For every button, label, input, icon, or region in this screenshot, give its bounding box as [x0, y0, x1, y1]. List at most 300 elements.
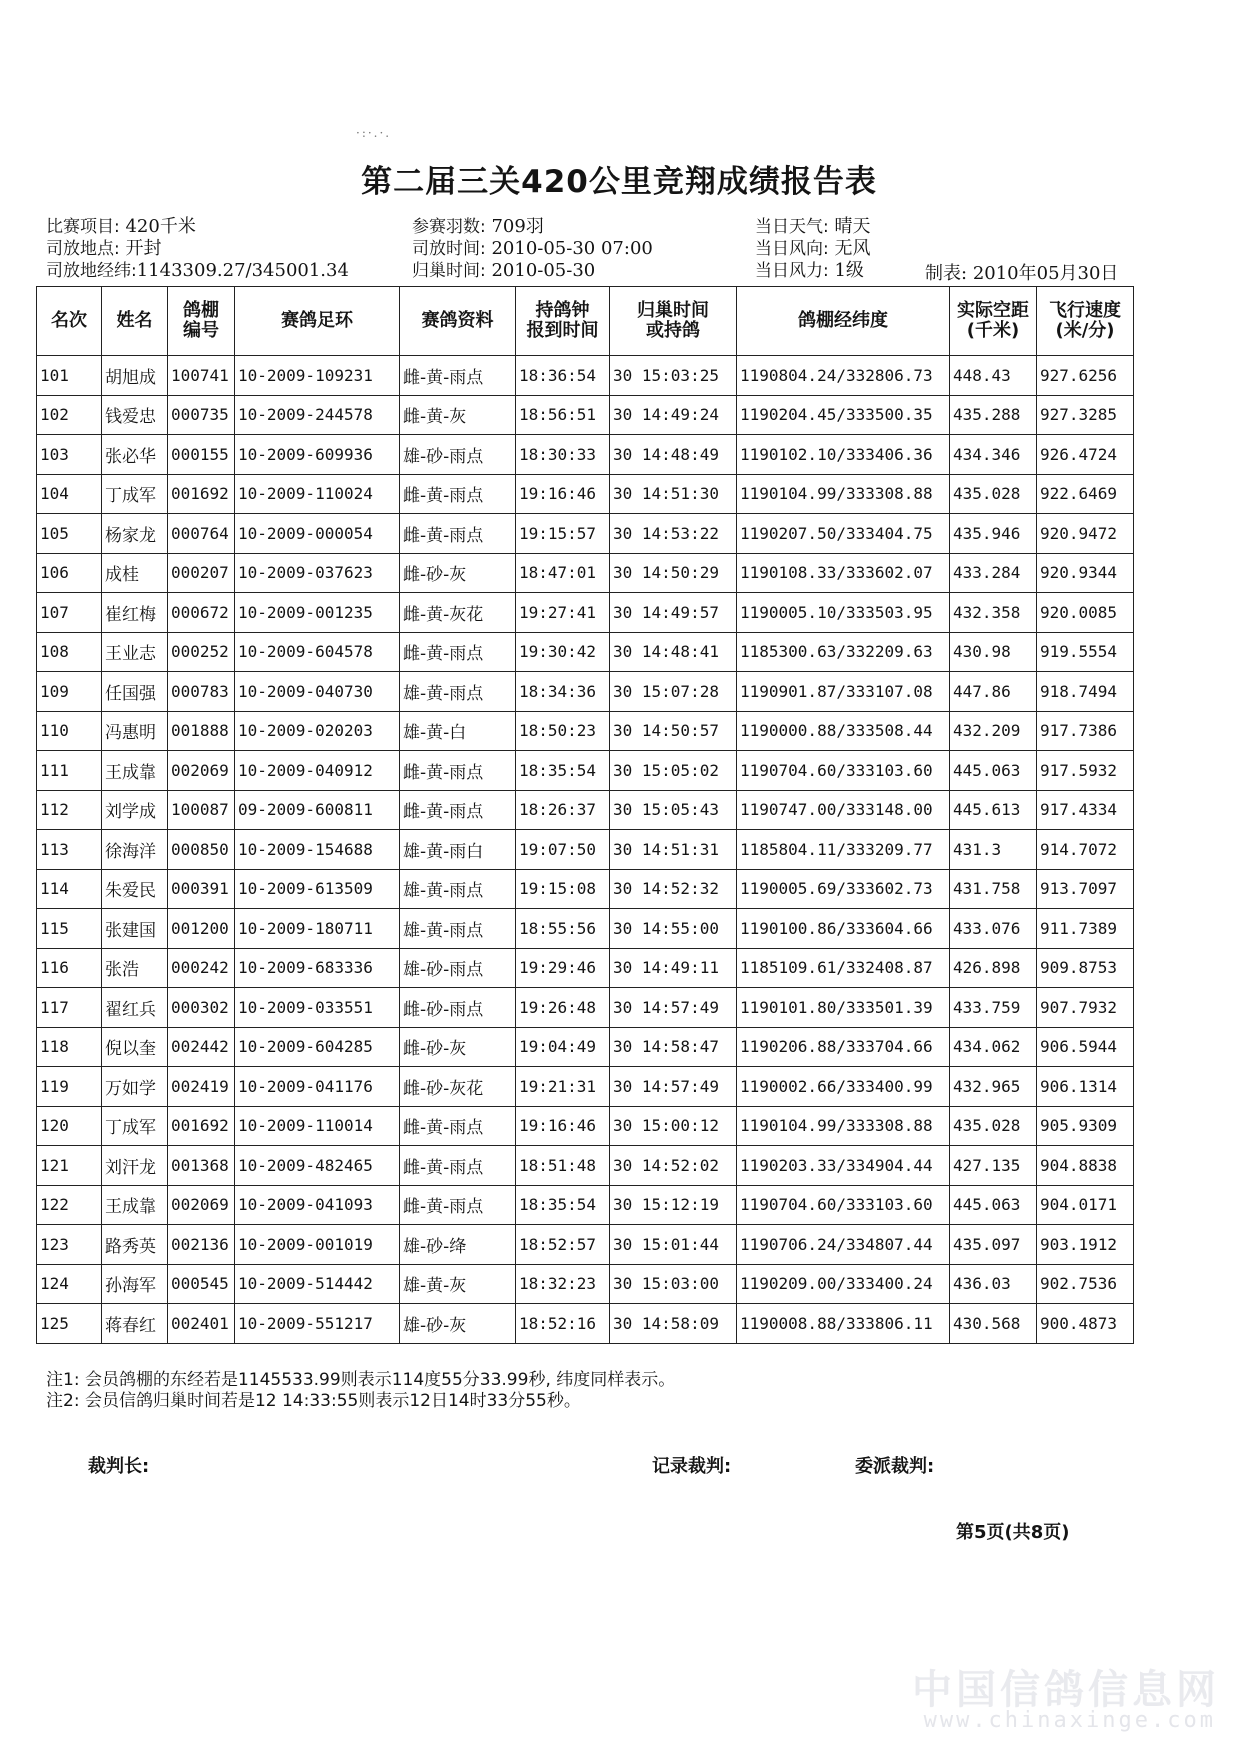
- cell-coords: 1190100.86/333604.66: [737, 909, 950, 949]
- cell-clock: 19:26:48: [516, 988, 610, 1028]
- cell-clock: 19:15:08: [516, 869, 610, 909]
- table-row: [37, 593, 1134, 633]
- cell-info: 雌-黄-雨点: [400, 751, 516, 791]
- cell-loft-no: 002419: [168, 1067, 235, 1107]
- cell-rank: 118: [37, 1027, 102, 1067]
- cell-return: 30 14:49:11: [610, 948, 737, 988]
- cell-loft-no: 002136: [168, 1225, 235, 1265]
- cell-rank: 102: [37, 395, 102, 435]
- cell-speed: 903.1912: [1037, 1225, 1134, 1265]
- cell-speed: 913.7097: [1037, 869, 1134, 909]
- table-row: [37, 632, 1134, 672]
- cell-clock: 19:16:46: [516, 1106, 610, 1146]
- cell-coords: 1190005.10/333503.95: [737, 593, 950, 633]
- cell-coords: 1190704.60/333103.60: [737, 1185, 950, 1225]
- cell-name: 刘汗龙: [102, 1146, 168, 1186]
- cell-distance: 445.063: [950, 1185, 1037, 1225]
- cell-rank: 109: [37, 672, 102, 712]
- cell-coords: 1190104.99/333308.88: [737, 1106, 950, 1146]
- cell-distance: 433.759: [950, 988, 1037, 1028]
- watermark-url: www.chinaxinge.com: [923, 1708, 1216, 1733]
- cell-coords: 1190207.50/333404.75: [737, 514, 950, 554]
- cell-name: 蒋春红: [102, 1304, 168, 1344]
- cell-info: 雄-砂-灰: [400, 1304, 516, 1344]
- cell-info: 雄-砂-绛: [400, 1225, 516, 1265]
- cell-speed: 900.4873: [1037, 1304, 1134, 1344]
- cell-info: 雌-黄-雨点: [400, 474, 516, 514]
- cell-coords: 1185804.11/333209.77: [737, 830, 950, 870]
- table-row: [37, 909, 1134, 949]
- cell-distance: 445.063: [950, 751, 1037, 791]
- cell-rank: 112: [37, 790, 102, 830]
- note-2: 注2: 会员信鸽归巢时间若是12 14:33:55则表示12日14时33分55秒。: [46, 1391, 581, 1411]
- cell-rank: 124: [37, 1264, 102, 1304]
- cell-coords: 1190804.24/332806.73: [737, 356, 950, 396]
- cell-info: 雄-砂-雨点: [400, 948, 516, 988]
- cell-coords: 1190008.88/333806.11: [737, 1304, 950, 1344]
- cell-info: 雌-砂-灰: [400, 553, 516, 593]
- cell-return: 30 14:55:00: [610, 909, 737, 949]
- cell-clock: 18:47:01: [516, 553, 610, 593]
- results-table: [36, 286, 1134, 1344]
- cell-clock: 18:52:16: [516, 1304, 610, 1344]
- cell-distance: 432.965: [950, 1067, 1037, 1107]
- cell-coords: 1190101.80/333501.39: [737, 988, 950, 1028]
- cell-loft-no: 002442: [168, 1027, 235, 1067]
- cell-ring: 10-2009-604285: [235, 1027, 400, 1067]
- cell-name: 崔红梅: [102, 593, 168, 633]
- cell-speed: 920.0085: [1037, 593, 1134, 633]
- cell-ring: 10-2009-000054: [235, 514, 400, 554]
- cell-info: 雌-黄-灰花: [400, 593, 516, 633]
- cell-distance: 433.076: [950, 909, 1037, 949]
- cell-return: 30 14:58:09: [610, 1304, 737, 1344]
- cell-name: 胡旭成: [102, 356, 168, 396]
- table-row: [37, 1027, 1134, 1067]
- cell-clock: 18:36:54: [516, 356, 610, 396]
- cell-loft-no: 002401: [168, 1304, 235, 1344]
- meta-return-time: 归巢时间: 2010-05-30: [412, 260, 596, 281]
- cell-info: 雌-砂-灰: [400, 1027, 516, 1067]
- cell-info: 雄-黄-灰: [400, 1264, 516, 1304]
- cell-ring: 10-2009-110014: [235, 1106, 400, 1146]
- meta-wind-force: 当日风力: 1级: [755, 260, 864, 281]
- meta-release-place: 司放地点: 开封: [46, 238, 162, 259]
- cell-speed: 904.8838: [1037, 1146, 1134, 1186]
- cell-speed: 922.6469: [1037, 474, 1134, 514]
- cell-distance: 435.946: [950, 514, 1037, 554]
- cell-ring: 10-2009-551217: [235, 1304, 400, 1344]
- table-row: [37, 395, 1134, 435]
- cell-speed: 920.9344: [1037, 553, 1134, 593]
- table-row: [37, 553, 1134, 593]
- cell-ring: 10-2009-110024: [235, 474, 400, 514]
- cell-name: 孙海军: [102, 1264, 168, 1304]
- table-row: [37, 869, 1134, 909]
- cell-rank: 113: [37, 830, 102, 870]
- cell-coords: 1190209.00/333400.24: [737, 1264, 950, 1304]
- cell-info: 雌-黄-雨点: [400, 514, 516, 554]
- cell-info: 雌-黄-灰: [400, 395, 516, 435]
- cell-name: 任国强: [102, 672, 168, 712]
- cell-speed: 904.0171: [1037, 1185, 1134, 1225]
- cell-return: 30 14:53:22: [610, 514, 737, 554]
- header-speed: 飞行速度 (米/分): [1037, 287, 1134, 356]
- cell-loft-no: 000391: [168, 869, 235, 909]
- page-title: 第二届三关420公里竞翔成绩报告表: [361, 164, 877, 200]
- cell-return: 30 15:01:44: [610, 1225, 737, 1265]
- cell-loft-no: 000783: [168, 672, 235, 712]
- cell-clock: 18:52:57: [516, 1225, 610, 1265]
- cell-loft-no: 001200: [168, 909, 235, 949]
- cell-coords: 1190000.88/333508.44: [737, 711, 950, 751]
- cell-speed: 918.7494: [1037, 672, 1134, 712]
- table-row: [37, 1264, 1134, 1304]
- cell-return: 30 14:49:24: [610, 395, 737, 435]
- meta-made-date: 制表: 2010年05月30日: [925, 263, 1119, 284]
- table-row: [37, 1067, 1134, 1107]
- cell-coords: 1190002.66/333400.99: [737, 1067, 950, 1107]
- cell-coords: 1190901.87/333107.08: [737, 672, 950, 712]
- cell-name: 杨家龙: [102, 514, 168, 554]
- cell-ring: 10-2009-482465: [235, 1146, 400, 1186]
- cell-return: 30 14:57:49: [610, 988, 737, 1028]
- cell-rank: 110: [37, 711, 102, 751]
- cell-coords: 1185300.63/332209.63: [737, 632, 950, 672]
- cell-loft-no: 001692: [168, 474, 235, 514]
- watermark-cn: 中国信鸽信息网: [912, 1667, 1220, 1713]
- cell-loft-no: 100741: [168, 356, 235, 396]
- cell-loft-no: 001692: [168, 1106, 235, 1146]
- cell-ring: 10-2009-040730: [235, 672, 400, 712]
- cell-ring: 10-2009-154688: [235, 830, 400, 870]
- cell-return: 30 14:51:31: [610, 830, 737, 870]
- cell-distance: 432.358: [950, 593, 1037, 633]
- cell-clock: 19:30:42: [516, 632, 610, 672]
- cell-name: 路秀英: [102, 1225, 168, 1265]
- cell-info: 雄-黄-白: [400, 711, 516, 751]
- cell-loft-no: 000672: [168, 593, 235, 633]
- table-body: [37, 356, 1134, 1344]
- cell-name: 王成靠: [102, 751, 168, 791]
- cell-clock: 18:26:37: [516, 790, 610, 830]
- cell-info: 雄-黄-雨点: [400, 909, 516, 949]
- meta-wind-dir: 当日风向: 无风: [755, 238, 871, 259]
- cell-loft-no: 000850: [168, 830, 235, 870]
- cell-rank: 107: [37, 593, 102, 633]
- cell-coords: 1190203.33/334904.44: [737, 1146, 950, 1186]
- cell-coords: 1190005.69/333602.73: [737, 869, 950, 909]
- cell-loft-no: 002069: [168, 1185, 235, 1225]
- cell-name: 张浩: [102, 948, 168, 988]
- cell-rank: 119: [37, 1067, 102, 1107]
- cell-ring: 10-2009-040912: [235, 751, 400, 791]
- cell-clock: 19:29:46: [516, 948, 610, 988]
- header-name: 姓名: [102, 287, 168, 356]
- table-header-row: [37, 287, 1134, 356]
- cell-rank: 104: [37, 474, 102, 514]
- cell-rank: 125: [37, 1304, 102, 1344]
- cell-speed: 919.5554: [1037, 632, 1134, 672]
- cell-ring: 09-2009-600811: [235, 790, 400, 830]
- cell-clock: 18:51:48: [516, 1146, 610, 1186]
- table-row: [37, 790, 1134, 830]
- cell-clock: 18:35:54: [516, 1185, 610, 1225]
- cell-clock: 19:16:46: [516, 474, 610, 514]
- cell-speed: 909.8753: [1037, 948, 1134, 988]
- cell-ring: 10-2009-033551: [235, 988, 400, 1028]
- table-row: [37, 711, 1134, 751]
- cell-loft-no: 000545: [168, 1264, 235, 1304]
- cell-speed: 906.1314: [1037, 1067, 1134, 1107]
- cell-ring: 10-2009-613509: [235, 869, 400, 909]
- cell-speed: 914.7072: [1037, 830, 1134, 870]
- cell-distance: 435.028: [950, 474, 1037, 514]
- cell-clock: 18:32:23: [516, 1264, 610, 1304]
- meta-event: 比赛项目: 420千米: [46, 216, 196, 237]
- cell-distance: 435.288: [950, 395, 1037, 435]
- table-row: [37, 751, 1134, 791]
- cell-rank: 105: [37, 514, 102, 554]
- cell-name: 王业志: [102, 632, 168, 672]
- cell-rank: 123: [37, 1225, 102, 1265]
- cell-speed: 917.4334: [1037, 790, 1134, 830]
- header-coords: 鸽棚经纬度: [737, 287, 950, 356]
- cell-loft-no: 000302: [168, 988, 235, 1028]
- cell-clock: 18:50:23: [516, 711, 610, 751]
- cell-rank: 115: [37, 909, 102, 949]
- cell-rank: 108: [37, 632, 102, 672]
- cell-clock: 19:07:50: [516, 830, 610, 870]
- signature-chief: 裁判长:: [88, 1456, 150, 1477]
- cell-ring: 10-2009-609936: [235, 435, 400, 475]
- scan-speck: ·:·.·.: [356, 126, 392, 140]
- cell-distance: 435.028: [950, 1106, 1037, 1146]
- cell-return: 30 15:12:19: [610, 1185, 737, 1225]
- cell-return: 30 15:03:00: [610, 1264, 737, 1304]
- cell-rank: 101: [37, 356, 102, 396]
- cell-coords: 1190104.99/333308.88: [737, 474, 950, 514]
- cell-name: 刘学成: [102, 790, 168, 830]
- cell-speed: 927.6256: [1037, 356, 1134, 396]
- header-info: 赛鸽资料: [400, 287, 516, 356]
- cell-coords: 1190704.60/333103.60: [737, 751, 950, 791]
- cell-speed: 907.7932: [1037, 988, 1134, 1028]
- table-row: [37, 672, 1134, 712]
- cell-rank: 116: [37, 948, 102, 988]
- cell-return: 30 15:00:12: [610, 1106, 737, 1146]
- cell-coords: 1190204.45/333500.35: [737, 395, 950, 435]
- cell-return: 30 14:58:47: [610, 1027, 737, 1067]
- cell-distance: 426.898: [950, 948, 1037, 988]
- cell-return: 30 14:48:41: [610, 632, 737, 672]
- cell-info: 雌-砂-雨点: [400, 988, 516, 1028]
- meta-release-coords: 司放地经纬:1143309.27/345001.34: [46, 260, 349, 281]
- cell-ring: 10-2009-683336: [235, 948, 400, 988]
- cell-clock: 18:55:56: [516, 909, 610, 949]
- table-row: [37, 1146, 1134, 1186]
- cell-return: 30 14:57:49: [610, 1067, 737, 1107]
- cell-speed: 906.5944: [1037, 1027, 1134, 1067]
- table-row: [37, 435, 1134, 475]
- cell-distance: 435.097: [950, 1225, 1037, 1265]
- cell-distance: 430.98: [950, 632, 1037, 672]
- cell-loft-no: 000155: [168, 435, 235, 475]
- cell-clock: 19:04:49: [516, 1027, 610, 1067]
- header-clock: 持鸽钟 报到时间: [516, 287, 610, 356]
- cell-coords: 1190102.10/333406.36: [737, 435, 950, 475]
- cell-return: 30 14:51:30: [610, 474, 737, 514]
- cell-return: 30 14:52:02: [610, 1146, 737, 1186]
- table-row: [37, 988, 1134, 1028]
- cell-distance: 432.209: [950, 711, 1037, 751]
- cell-clock: 19:27:41: [516, 593, 610, 633]
- cell-name: 钱爱忠: [102, 395, 168, 435]
- cell-info: 雌-黄-雨点: [400, 1146, 516, 1186]
- cell-rank: 122: [37, 1185, 102, 1225]
- header-loft-no: 鸽棚 编号: [168, 287, 235, 356]
- meta-right: [755, 216, 870, 282]
- header-return: 归巢时间 或持鸽: [610, 287, 737, 356]
- cell-rank: 103: [37, 435, 102, 475]
- cell-coords: 1190747.00/333148.00: [737, 790, 950, 830]
- cell-clock: 18:34:36: [516, 672, 610, 712]
- cell-return: 30 15:07:28: [610, 672, 737, 712]
- table-row: [37, 514, 1134, 554]
- cell-info: 雌-黄-雨点: [400, 1106, 516, 1146]
- cell-info: 雄-砂-雨点: [400, 435, 516, 475]
- cell-info: 雌-黄-雨点: [400, 790, 516, 830]
- cell-name: 徐海洋: [102, 830, 168, 870]
- cell-rank: 121: [37, 1146, 102, 1186]
- cell-ring: 10-2009-041093: [235, 1185, 400, 1225]
- cell-distance: 431.3: [950, 830, 1037, 870]
- cell-loft-no: 001888: [168, 711, 235, 751]
- signature-delegate: 委派裁判:: [855, 1456, 935, 1477]
- cell-coords: 1190206.88/333704.66: [737, 1027, 950, 1067]
- cell-ring: 10-2009-514442: [235, 1264, 400, 1304]
- cell-name: 张建国: [102, 909, 168, 949]
- cell-name: 丁成军: [102, 474, 168, 514]
- header-ring: 赛鸽足环: [235, 287, 400, 356]
- meta-release-time: 司放时间: 2010-05-30 07:00: [412, 238, 653, 259]
- cell-distance: 433.284: [950, 553, 1037, 593]
- meta-middle: [412, 216, 653, 282]
- cell-return: 30 15:05:43: [610, 790, 737, 830]
- cell-distance: 445.613: [950, 790, 1037, 830]
- cell-name: 成桂: [102, 553, 168, 593]
- cell-name: 张必华: [102, 435, 168, 475]
- cell-clock: 19:15:57: [516, 514, 610, 554]
- cell-speed: 920.9472: [1037, 514, 1134, 554]
- table-row: [37, 948, 1134, 988]
- cell-speed: 926.4724: [1037, 435, 1134, 475]
- cell-return: 30 14:52:32: [610, 869, 737, 909]
- cell-clock: 18:56:51: [516, 395, 610, 435]
- cell-clock: 18:30:33: [516, 435, 610, 475]
- cell-name: 朱爱民: [102, 869, 168, 909]
- table-row: [37, 1185, 1134, 1225]
- cell-ring: 10-2009-180711: [235, 909, 400, 949]
- table-row: [37, 474, 1134, 514]
- cell-coords: 1190706.24/334807.44: [737, 1225, 950, 1265]
- cell-info: 雄-黄-雨点: [400, 672, 516, 712]
- cell-info: 雌-黄-雨点: [400, 356, 516, 396]
- cell-name: 冯惠明: [102, 711, 168, 751]
- cell-ring: 10-2009-244578: [235, 395, 400, 435]
- cell-speed: 927.3285: [1037, 395, 1134, 435]
- cell-return: 30 14:50:29: [610, 553, 737, 593]
- cell-name: 丁成军: [102, 1106, 168, 1146]
- cell-speed: 917.7386: [1037, 711, 1134, 751]
- cell-distance: 434.062: [950, 1027, 1037, 1067]
- cell-speed: 905.9309: [1037, 1106, 1134, 1146]
- cell-loft-no: 100087: [168, 790, 235, 830]
- cell-distance: 434.346: [950, 435, 1037, 475]
- cell-distance: 448.43: [950, 356, 1037, 396]
- meta-weather: 当日天气: 晴天: [755, 216, 871, 237]
- cell-clock: 19:21:31: [516, 1067, 610, 1107]
- cell-rank: 111: [37, 751, 102, 791]
- table-row: [37, 356, 1134, 396]
- cell-coords: 1185109.61/332408.87: [737, 948, 950, 988]
- cell-loft-no: 000252: [168, 632, 235, 672]
- cell-ring: 10-2009-020203: [235, 711, 400, 751]
- cell-distance: 431.758: [950, 869, 1037, 909]
- cell-loft-no: 000242: [168, 948, 235, 988]
- cell-distance: 427.135: [950, 1146, 1037, 1186]
- header-distance: 实际空距 (千米): [950, 287, 1037, 356]
- cell-loft-no: 002069: [168, 751, 235, 791]
- cell-name: 万如学: [102, 1067, 168, 1107]
- meta-entries: 参赛羽数: 709羽: [412, 216, 544, 237]
- cell-name: 倪以奎: [102, 1027, 168, 1067]
- cell-rank: 114: [37, 869, 102, 909]
- cell-loft-no: 000207: [168, 553, 235, 593]
- cell-rank: 117: [37, 988, 102, 1028]
- cell-name: 翟红兵: [102, 988, 168, 1028]
- table-row: [37, 1106, 1134, 1146]
- table-row: [37, 1304, 1134, 1344]
- cell-distance: 430.568: [950, 1304, 1037, 1344]
- meta-left: [46, 216, 349, 282]
- cell-info: 雌-黄-雨点: [400, 1185, 516, 1225]
- cell-return: 30 14:50:57: [610, 711, 737, 751]
- table-row: [37, 1225, 1134, 1265]
- table-row: [37, 830, 1134, 870]
- cell-ring: 10-2009-041176: [235, 1067, 400, 1107]
- cell-return: 30 15:05:02: [610, 751, 737, 791]
- cell-return: 30 14:49:57: [610, 593, 737, 633]
- signature-recorder: 记录裁判:: [652, 1456, 732, 1477]
- cell-info: 雌-黄-雨点: [400, 632, 516, 672]
- cell-return: 30 14:48:49: [610, 435, 737, 475]
- header-rank: 名次: [37, 287, 102, 356]
- cell-return: 30 15:03:25: [610, 356, 737, 396]
- cell-ring: 10-2009-001019: [235, 1225, 400, 1265]
- cell-ring: 10-2009-001235: [235, 593, 400, 633]
- cell-speed: 917.5932: [1037, 751, 1134, 791]
- cell-ring: 10-2009-037623: [235, 553, 400, 593]
- cell-ring: 10-2009-604578: [235, 632, 400, 672]
- notes: [46, 1370, 675, 1412]
- cell-speed: 902.7536: [1037, 1264, 1134, 1304]
- cell-ring: 10-2009-109231: [235, 356, 400, 396]
- cell-name: 王成靠: [102, 1185, 168, 1225]
- cell-loft-no: 000735: [168, 395, 235, 435]
- cell-clock: 18:35:54: [516, 751, 610, 791]
- cell-info: 雌-砂-灰花: [400, 1067, 516, 1107]
